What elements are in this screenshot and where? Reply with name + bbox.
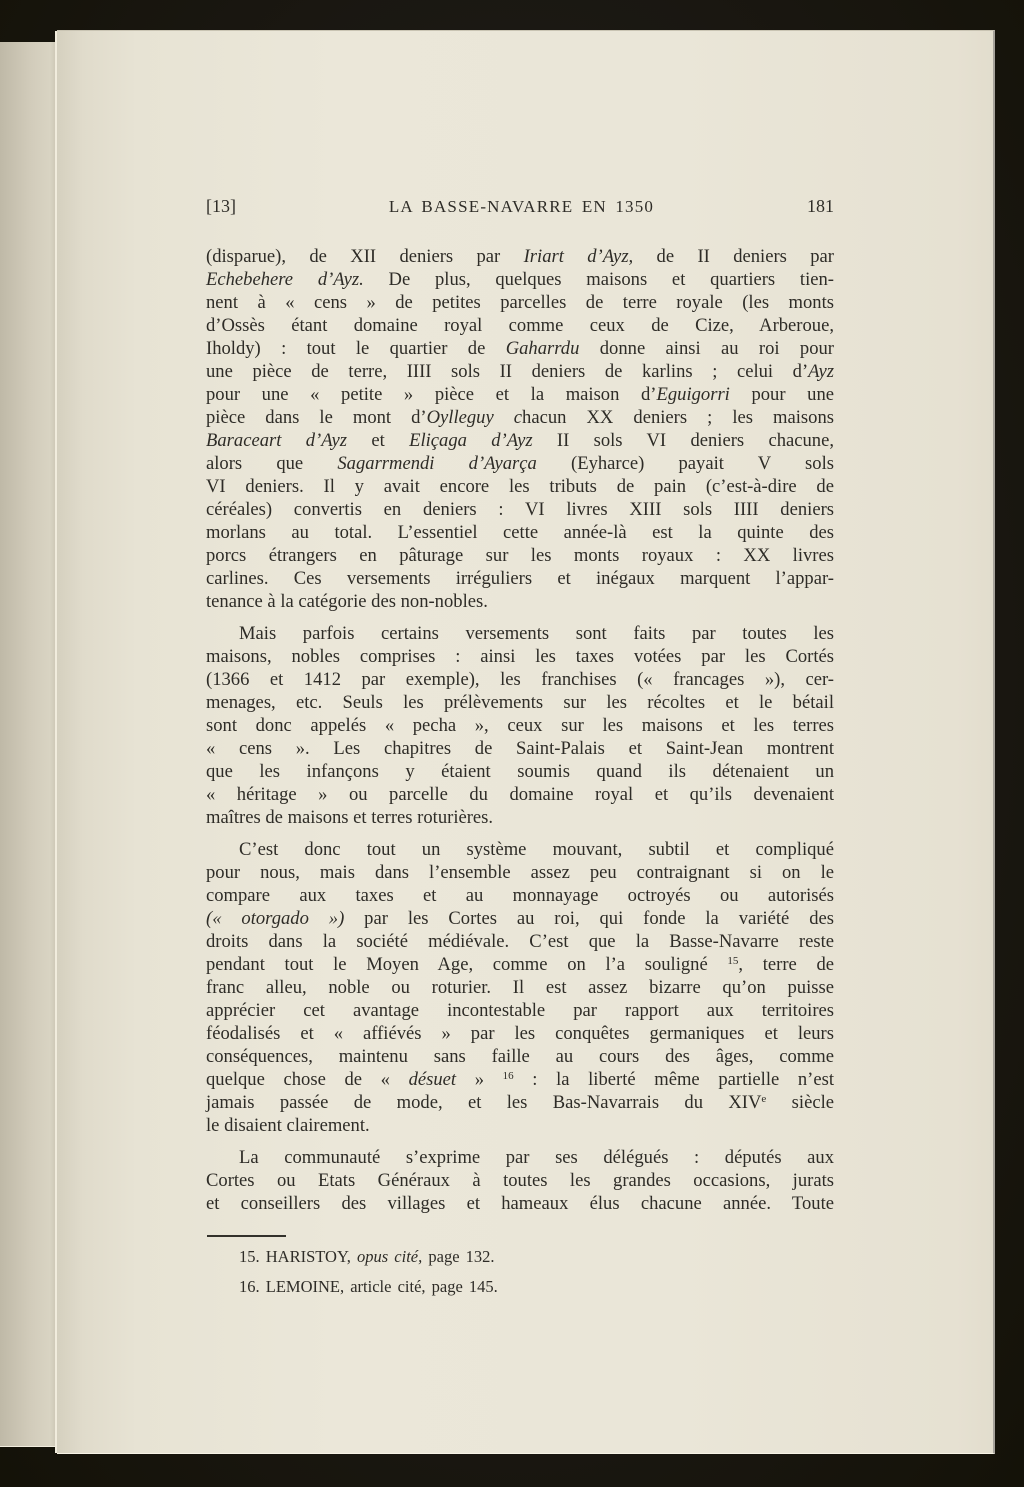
text-segment: II sols VI deniers chacune, <box>532 430 835 451</box>
text-segment: pour une <box>729 384 834 405</box>
text-segment: » <box>456 1069 503 1090</box>
paragraph <box>206 1146 834 1215</box>
text-segment: d’Ossès étant domaine royal comme ceux de Cize, Arberoue, <box>206 315 834 336</box>
footnote-list <box>206 1246 834 1297</box>
text-segment: sont donc appelés « pecha », ceux sur les maisons et les terres <box>206 715 834 736</box>
text-segment: Cortes ou Etats Généraux à toutes les grandes occasions, jurats <box>206 1170 834 1191</box>
text-segment: quelque chose de « <box>206 1069 409 1090</box>
text-line <box>206 1114 834 1137</box>
text-line <box>206 360 834 383</box>
italic-text: (« otorgado ») <box>206 908 345 929</box>
footnotes <box>206 1235 834 1297</box>
text-line <box>206 999 834 1022</box>
text-line <box>206 976 834 999</box>
text-line <box>206 861 834 884</box>
text-line <box>206 268 834 291</box>
text-segment: hacun XX deniers ; les maisons <box>522 407 834 428</box>
book-page <box>57 30 995 1454</box>
text-line <box>206 714 834 737</box>
text-line <box>206 314 834 337</box>
text-line <box>206 1022 834 1045</box>
paragraph <box>206 838 834 1137</box>
text-segment: pour nous, mais dans l’ensemble assez peu contraignant si on le <box>206 862 834 883</box>
text-segment: morlans au total. L’essentiel cette année-là est la quinte des <box>206 522 834 543</box>
text-segment: par les Cortes au roi, qui fonde la variété des <box>344 908 834 929</box>
text-line <box>206 337 834 360</box>
body-text <box>206 245 834 1215</box>
section-number: [13] <box>206 196 236 216</box>
text-segment: nent à « cens » de petites parcelles de terre royale (les monts <box>206 292 834 313</box>
text-segment: pièce dans le mont d’ <box>206 407 427 428</box>
text-segment: droits dans la société médiévale. C’est que la Basse-Navarre reste <box>206 931 834 952</box>
paragraph <box>206 622 834 829</box>
text-segment: apprécier cet avantage incontestable par rapport aux territoires <box>206 1000 834 1021</box>
italic-text: Sagarrmendi d’Ayarça <box>337 453 537 474</box>
text-segment: carlines. Ces versements irréguliers et inégaux marquent l’appar- <box>206 568 834 589</box>
text-line <box>206 1146 834 1169</box>
text-segment: et conseillers des villages et hameaux élus chacune année. Toute <box>206 1193 834 1214</box>
text-segment: Mais parfois certains versements sont faits par toutes les <box>239 623 834 644</box>
text-line <box>206 1192 834 1215</box>
text-segment: Iholdy) : tout le quartier de <box>206 338 506 359</box>
text-line <box>206 668 834 691</box>
text-segment: siècle <box>766 1092 834 1113</box>
text-segment: franc alleu, noble ou roturier. Il est assez bizarre qu’on puisse <box>206 977 834 998</box>
page-number: 181 <box>806 196 834 216</box>
text-line <box>206 1091 834 1114</box>
italic-text: Gaharrdu <box>505 338 580 359</box>
footnote-rule <box>207 1235 286 1237</box>
text-segment: céréales) convertis en deniers : VI livres XIII sols IIII deniers <box>206 499 834 520</box>
text-line <box>206 452 834 475</box>
text-segment: menages, etc. Seuls les prélèvements sur les récoltes et le bétail <box>206 692 834 713</box>
text-segment: « héritage » ou parcelle du domaine royal et qu’ils devenaient <box>206 784 834 805</box>
text-line <box>206 907 834 930</box>
text-segment: 16. LEMOINE, article cité, page 145. <box>239 1277 498 1296</box>
text-segment: (1366 et 1412 par exemple), les franchises (« francages »), cer- <box>206 669 834 690</box>
text-segment: et <box>347 430 410 451</box>
text-line <box>206 1068 834 1091</box>
text-segment: compare aux taxes et au monnayage octroyés ou autorisés <box>206 885 834 906</box>
running-head <box>206 196 834 217</box>
text-line <box>206 930 834 953</box>
text-segment: C’est donc tout un système mouvant, subtil et compliqué <box>239 839 834 860</box>
text-line <box>206 737 834 760</box>
text-line <box>206 1045 834 1068</box>
text-segment: , terre de <box>738 954 834 975</box>
italic-text: Baraceart d’Ayz <box>206 430 348 451</box>
footnote-reference: e <box>761 1093 767 1105</box>
text-segment: de II deniers par <box>633 246 834 267</box>
text-line <box>206 691 834 714</box>
text-segment: féodalisés et « affiévés » par les conquêtes germaniques et leurs <box>206 1023 834 1044</box>
footnote-reference: 15 <box>727 955 739 967</box>
text-segment: De plus, quelques maisons et quartiers tien- <box>363 269 834 290</box>
text-line <box>206 645 834 668</box>
text-segment: conséquences, maintenu sans faille au cours des âges, comme <box>206 1046 834 1067</box>
text-line <box>206 521 834 544</box>
text-segment: donne ainsi au roi pour <box>579 338 834 359</box>
text-segment: La communauté s’exprime par ses délégués : députés aux <box>239 1147 834 1168</box>
text-line <box>206 884 834 907</box>
text-line <box>206 291 834 314</box>
text-segment: pour une « petite » pièce et la maison d’ <box>206 384 657 405</box>
text-line <box>206 760 834 783</box>
italic-text: Eliçaga d’Ayz <box>409 430 533 451</box>
italic-text: Ayz <box>808 361 834 382</box>
text-line <box>206 544 834 567</box>
text-segment: (disparue), de XII deniers par <box>206 246 524 267</box>
text-line <box>206 567 834 590</box>
text-segment: VI deniers. Il y avait encore les tributs de pain (c’est-à-dire de <box>206 476 834 497</box>
text-segment: porcs étrangers en pâturage sur les monts royaux : XX livres <box>206 545 834 566</box>
italic-text: désuet <box>408 1069 457 1090</box>
text-line <box>206 1169 834 1192</box>
text-segment: (Eyharce) payait V sols <box>536 453 834 474</box>
text-line <box>206 245 834 268</box>
italic-text: Oylleguy c <box>426 407 523 428</box>
text-segment: pendant tout le Moyen Age, comme on l’a souligné <box>206 954 728 975</box>
footnote <box>206 1246 834 1267</box>
italic-text: Eguigorri <box>656 384 730 405</box>
text-line <box>206 498 834 521</box>
italic-text: Iriart d’Ayz, <box>523 246 634 267</box>
running-title: LA BASSE-NAVARRE EN 1350 <box>388 197 655 216</box>
text-block <box>206 196 834 1297</box>
italic-text: opus cité, <box>357 1247 423 1266</box>
text-line <box>206 783 834 806</box>
text-segment: maisons, nobles comprises : ainsi les taxes votées par les Cortés <box>206 646 834 667</box>
text-line <box>206 406 834 429</box>
text-line <box>206 838 834 861</box>
text-line <box>206 953 834 976</box>
text-segment: tenance à la catégorie des non-nobles. <box>206 591 488 612</box>
text-segment: une pièce de terre, IIII sols II deniers de karlins ; celui d’ <box>206 361 809 382</box>
text-line <box>206 475 834 498</box>
text-line <box>206 622 834 645</box>
italic-text: Echebehere d’Ayz. <box>206 269 364 290</box>
text-segment: maîtres de maisons et terres roturières. <box>206 807 494 828</box>
footnote-reference: 16 <box>502 1070 514 1082</box>
text-line <box>206 806 834 829</box>
text-segment: « cens ». Les chapitres de Saint-Palais et Saint-Jean montrent <box>206 738 834 759</box>
text-line <box>206 383 834 406</box>
text-segment: 15. HARISTOY, <box>239 1247 357 1266</box>
adjacent-page-edge <box>0 42 57 1447</box>
footnote <box>206 1276 834 1297</box>
text-segment: que les infançons y étaient soumis quand ils détenaient un <box>206 761 834 782</box>
text-line <box>206 429 834 452</box>
text-segment: : la liberté même partielle n’est <box>513 1069 835 1090</box>
text-segment: le disaient clairement. <box>206 1115 370 1136</box>
text-line <box>206 590 834 613</box>
paragraph <box>206 245 834 613</box>
text-segment: alors que <box>206 453 338 474</box>
text-segment: jamais passée de mode, et les Bas-Navarrais du XIV <box>206 1092 762 1113</box>
text-segment: page 132. <box>422 1247 495 1266</box>
